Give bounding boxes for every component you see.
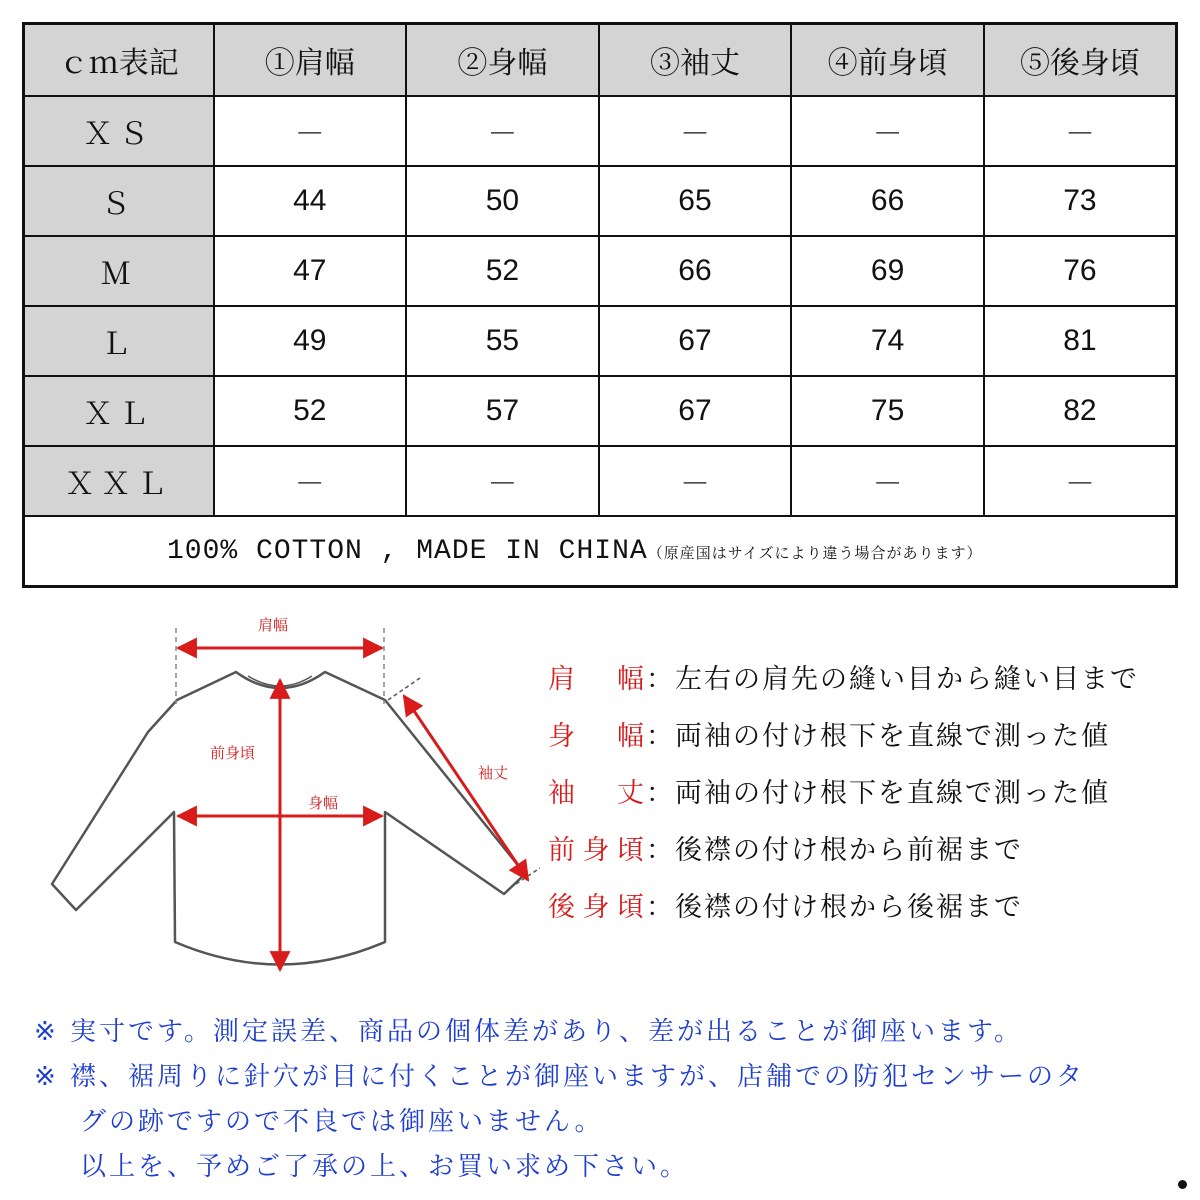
cell-value: 47 [214,236,407,306]
table-row [24,96,1177,166]
diagram-label-shoulder: 肩幅 [258,616,289,634]
legend-term: 後身頃 [548,892,646,923]
origin-note: （原産国はサイズにより違う場合があります） [647,543,983,562]
note-line: ※ 襟、裾周りに針穴が目に付くことが御座いますが、店舗での防犯センサーのタ [34,1062,1086,1092]
legend-item [548,762,1139,819]
diagram-label-front-length: 前身頃 [210,744,256,762]
cell-value: 75 [791,376,984,446]
bullet-dot [1178,1180,1187,1189]
cell-value: 66 [791,166,984,236]
cell-value: 52 [406,236,599,306]
note-line: グの跡ですので不良では御座いません。 [80,1107,604,1137]
legend-item [548,819,1139,876]
legend-desc: ：後襟の付け根から前裾まで [646,835,1023,866]
cell-value: － [214,446,407,516]
shirt-illustration [40,612,540,992]
table-row [24,166,1177,236]
table-row [24,446,1177,516]
cell-value: － [599,446,792,516]
cell-value: 74 [791,306,984,376]
header-body-width: ②身幅 [406,24,599,97]
cell-value: 82 [984,376,1177,446]
cell-value: － [406,96,599,166]
cell-value: 55 [406,306,599,376]
legend-desc: ：左右の肩先の縫い目から縫い目まで [646,664,1139,695]
legend-desc: ：後襟の付け根から後裾まで [646,892,1023,923]
legend-item [548,648,1139,705]
note-line: ※ 実寸です。測定誤差、商品の個体差があり、差が出ることが御座います。 [34,1017,1023,1047]
legend-item [548,876,1139,933]
cell-value: － [406,446,599,516]
material-footer-row [24,516,1177,587]
cell-value: 81 [984,306,1177,376]
measurement-legend [548,648,1139,933]
table-row [24,376,1177,446]
size-label: Ｓ [24,166,214,236]
notes-section [34,1010,1085,1190]
cell-value: 69 [791,236,984,306]
diagram-label-body-width: 身幅 [308,794,339,812]
size-label: ＸＸＬ [24,446,214,516]
cell-value: 76 [984,236,1177,306]
cell-value: 66 [599,236,792,306]
material-text: 100% COTTON , MADE IN CHINA [167,535,648,567]
size-chart-table [22,22,1178,588]
cell-value: － [791,446,984,516]
cell-value: 50 [406,166,599,236]
cell-value: 67 [599,306,792,376]
table-header-row [24,24,1177,97]
cell-value: 67 [599,376,792,446]
cell-value: － [791,96,984,166]
size-label: ＸＳ [24,96,214,166]
header-sleeve: ③袖丈 [599,24,792,97]
legend-term: 袖丈 [548,778,646,809]
unit-header: ｃｍ表記 [24,24,214,97]
cell-value: 49 [214,306,407,376]
diagram-label-sleeve: 袖丈 [478,764,509,782]
legend-term: 身幅 [548,721,646,752]
material-info [24,516,1177,587]
cell-value: － [984,96,1177,166]
cell-value: － [984,446,1177,516]
cell-value: 44 [214,166,407,236]
cell-value: 65 [599,166,792,236]
header-front-length: ④前身頃 [791,24,984,97]
cell-value: － [214,96,407,166]
size-label: Ｍ [24,236,214,306]
table-row [24,236,1177,306]
garment-diagram [40,612,540,992]
size-label: ＸＬ [24,376,214,446]
header-back-length: ⑤後身頃 [984,24,1177,97]
legend-desc: ：両袖の付け根下を直線で測った値 [646,778,1110,809]
shirt-outline [52,672,525,965]
legend-item [548,705,1139,762]
size-label: Ｌ [24,306,214,376]
cell-value: 52 [214,376,407,446]
legend-desc: ：両袖の付け根下を直線で測った値 [646,721,1110,752]
note-line: 以上を、予めご了承の上、お買い求め下さい。 [80,1152,690,1182]
cell-value: － [599,96,792,166]
header-shoulder: ①肩幅 [214,24,407,97]
legend-term: 肩幅 [548,664,646,695]
legend-term: 前身頃 [548,835,646,866]
table-row [24,306,1177,376]
cell-value: 57 [406,376,599,446]
cell-value: 73 [984,166,1177,236]
